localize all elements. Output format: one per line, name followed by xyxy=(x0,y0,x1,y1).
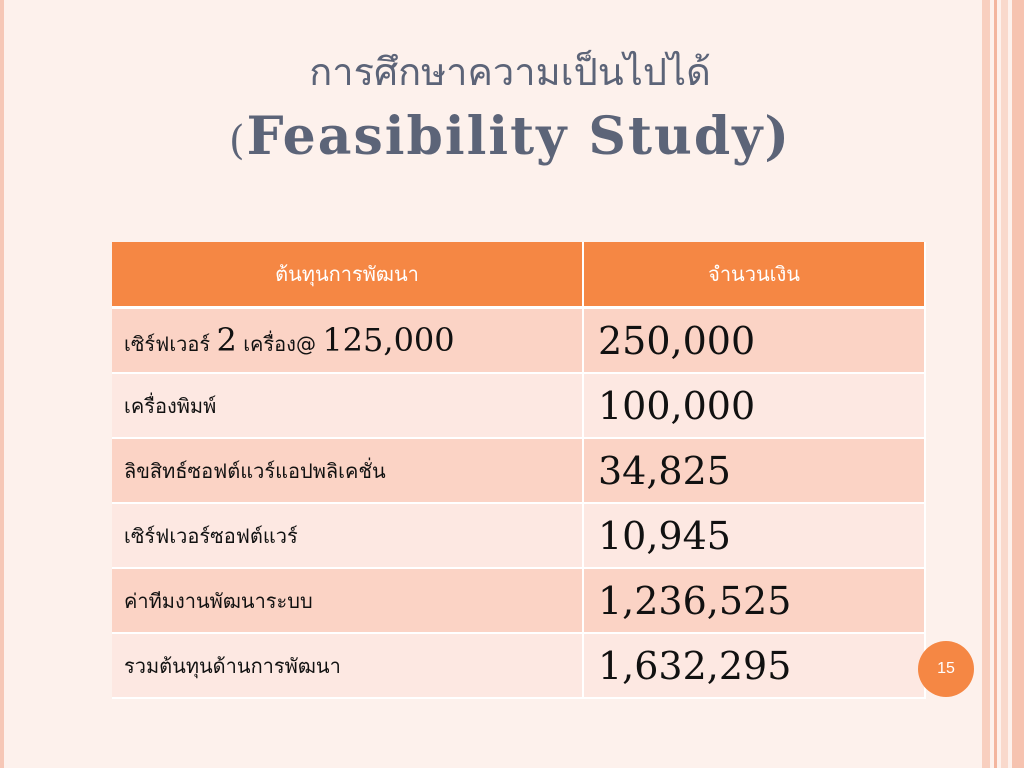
cost-item-text: เครื่อง@ xyxy=(236,332,323,356)
amount-cell: 250,000 xyxy=(583,308,925,374)
amount-cell: 1,236,525 xyxy=(583,568,925,633)
cost-item-cell: รวมต้นทุนด้านการพัฒนา xyxy=(112,633,583,698)
cost-item-cell xyxy=(112,308,583,374)
title-english-text: Feasibility Study) xyxy=(246,106,791,167)
cost-item-cell: ค่าทีมงานพัฒนาระบบ xyxy=(112,568,583,633)
table-row xyxy=(112,503,925,568)
decorative-stripe xyxy=(982,0,990,768)
development-cost-table xyxy=(112,242,926,699)
cost-item-cell: เครื่องพิมพ์ xyxy=(112,373,583,438)
title-english xyxy=(100,102,920,176)
cost-item-quantity: 2 xyxy=(216,321,237,359)
amount-cell: 10,945 xyxy=(583,503,925,568)
title-open-paren: ( xyxy=(228,118,247,164)
column-header-cost: ต้นทุนการพัฒนา xyxy=(112,242,583,308)
cost-item-cell: เซิร์ฟเวอร์ซอฟต์แวร์ xyxy=(112,503,583,568)
title-thai: การศึกษาความเป็นไปได้ xyxy=(309,50,711,94)
amount-cell: 34,825 xyxy=(583,438,925,503)
cost-item-cell: ลิขสิทธ์ซอฟต์แวร์แอปพลิเคชั่น xyxy=(112,438,583,503)
table-header-row xyxy=(112,242,925,308)
table-row xyxy=(112,568,925,633)
cost-item-unit-price: 125,000 xyxy=(322,321,455,359)
table-row xyxy=(112,438,925,503)
column-header-amount: จำนวนเงิน xyxy=(583,242,925,308)
table-row xyxy=(112,308,925,374)
amount-cell: 100,000 xyxy=(583,373,925,438)
decorative-stripe xyxy=(1001,0,1008,768)
decorative-stripe xyxy=(1012,0,1024,768)
slide-title xyxy=(100,42,920,176)
decorative-stripe xyxy=(994,0,997,768)
table-row xyxy=(112,373,925,438)
table-row-total xyxy=(112,633,925,698)
amount-cell: 1,632,295 xyxy=(583,633,925,698)
page-number-badge: 15 xyxy=(918,641,974,697)
cost-item-text: เซิร์ฟเวอร์ xyxy=(124,332,217,356)
